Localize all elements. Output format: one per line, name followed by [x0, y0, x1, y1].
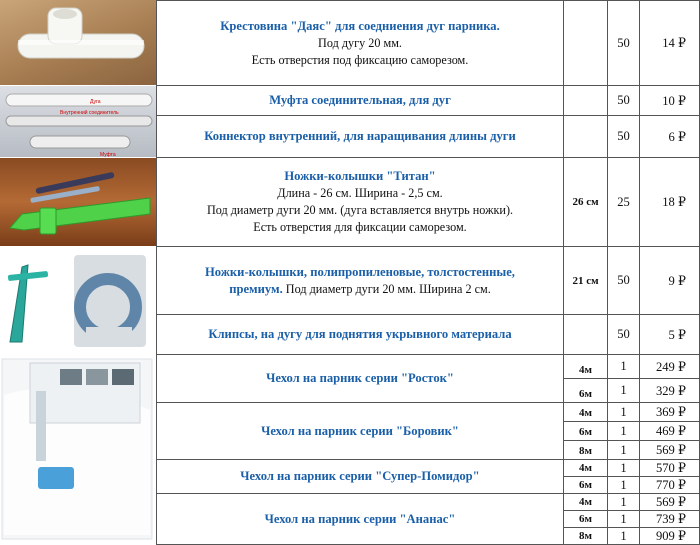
cover-size: 6м	[564, 422, 608, 441]
cover-price: 569 ₽	[640, 494, 700, 511]
product-row-clips	[156, 315, 564, 355]
qty-cell: 25	[608, 158, 640, 247]
coupling-image	[0, 86, 156, 157]
photo-cross-connector	[0, 0, 156, 85]
product-row-titan	[156, 158, 564, 247]
product-row-coupling	[156, 86, 564, 116]
cover-title: Чехол на парник серии "Боровик"	[261, 423, 459, 438]
product-row-cross	[156, 0, 564, 86]
qty-cell: 50	[608, 0, 640, 86]
price-cell: 10 ₽	[640, 86, 700, 116]
size-cell	[564, 315, 608, 355]
price-cell: 6 ₽	[640, 116, 700, 158]
cover-size: 8м	[564, 441, 608, 460]
qty-cell: 50	[608, 315, 640, 355]
cover-title: Чехол на парник серии "Росток"	[266, 371, 454, 385]
qty-cell: 50	[608, 86, 640, 116]
product-title: Муфта соединительная, для дуг	[269, 93, 451, 107]
cover-row-super-pomidor	[156, 460, 564, 494]
product-title: Крестовина "Даяс" для соедниения дуг парника.	[220, 18, 500, 33]
size-cell: 26 см	[564, 158, 608, 247]
product-text: Под дугу 20 мм.	[318, 35, 402, 50]
price-cell: 14 ₽	[640, 0, 700, 86]
cover-size: 4м	[564, 355, 608, 379]
cover-row-borovik	[156, 403, 564, 460]
photo-label-coupling: Муфта	[100, 152, 116, 157]
cover-qty: 1	[608, 441, 640, 460]
cover-row-rostok	[156, 355, 564, 403]
product-text-line	[229, 281, 491, 298]
size-cell	[564, 116, 608, 158]
photo-titan-peg	[0, 158, 156, 246]
cover-qty: 1	[608, 477, 640, 494]
cover-size: 4м	[564, 460, 608, 477]
product-title: Ножки-колышки, полипропиленовые, толстостенные,	[205, 264, 515, 279]
product-title: Клипсы, на дугу для поднятия укрывного материала	[208, 327, 512, 341]
photo-label-arc: Дуга	[90, 99, 101, 105]
photo-greenhouse-cover	[0, 355, 156, 545]
cover-size: 8м	[564, 528, 608, 545]
cover-price: 369 ₽	[640, 403, 700, 422]
product-text: Под диаметр дуги 20 мм. Ширина 2 см.	[282, 281, 491, 296]
cover-qty: 1	[608, 494, 640, 511]
cover-qty: 1	[608, 528, 640, 545]
cover-title: Чехол на парник серии "Ананас"	[264, 511, 456, 526]
qty-cell: 50	[608, 247, 640, 315]
cover-price: 329 ₽	[640, 379, 700, 403]
cover-price: 739 ₽	[640, 511, 700, 528]
product-title-cont: премиум.	[229, 281, 283, 296]
product-text: Есть отверстия под фиксацию саморезом.	[251, 52, 469, 67]
cover-size: 6м	[564, 477, 608, 494]
photo-label-inner: Внутренний соединитель	[60, 110, 119, 116]
titan-peg-image	[0, 158, 156, 246]
cover-qty: 1	[608, 355, 640, 379]
cross-connector-image	[0, 0, 156, 85]
price-cell: 18 ₽	[640, 158, 700, 247]
cover-qty: 1	[608, 379, 640, 403]
product-title: Ножки-колышки "Титан"	[284, 169, 436, 183]
cover-qty: 1	[608, 403, 640, 422]
cover-price: 569 ₽	[640, 441, 700, 460]
qty-cell: 50	[608, 116, 640, 158]
product-row-connector	[156, 116, 564, 158]
price-cell: 5 ₽	[640, 315, 700, 355]
size-cell	[564, 86, 608, 116]
photo-coupling	[0, 86, 156, 157]
product-title: Коннектор внутренний, для наращивания длины дуги	[204, 129, 516, 143]
cover-size: 4м	[564, 494, 608, 511]
product-text: Под диаметр дуги 20 мм. (дуга вставляется внутрь ножки).	[206, 203, 514, 217]
photo-pp-peg	[0, 247, 156, 354]
cover-size: 6м	[564, 511, 608, 528]
size-cell: 21 см	[564, 247, 608, 315]
cover-title: Чехол на парник серии "Супер-Помидор"	[240, 469, 480, 483]
greenhouse-cover-image	[0, 355, 156, 545]
cover-qty: 1	[608, 511, 640, 528]
product-text: Длина - 26 см. Ширина - 2,5 см.	[277, 186, 443, 200]
size-cell	[564, 0, 608, 86]
price-cell: 9 ₽	[640, 247, 700, 315]
cover-price: 770 ₽	[640, 477, 700, 494]
cover-price: 570 ₽	[640, 460, 700, 477]
cover-qty: 1	[608, 460, 640, 477]
product-row-pp-peg	[156, 247, 564, 315]
cover-size: 6м	[564, 379, 608, 403]
product-text: Есть отверстия для фиксации саморезом.	[253, 220, 467, 234]
cover-row-ananas	[156, 494, 564, 545]
cover-price: 249 ₽	[640, 355, 700, 379]
pp-peg-image	[0, 247, 156, 354]
cover-price: 469 ₽	[640, 422, 700, 441]
cover-price: 909 ₽	[640, 528, 700, 545]
cover-size: 4м	[564, 403, 608, 422]
cover-qty: 1	[608, 422, 640, 441]
